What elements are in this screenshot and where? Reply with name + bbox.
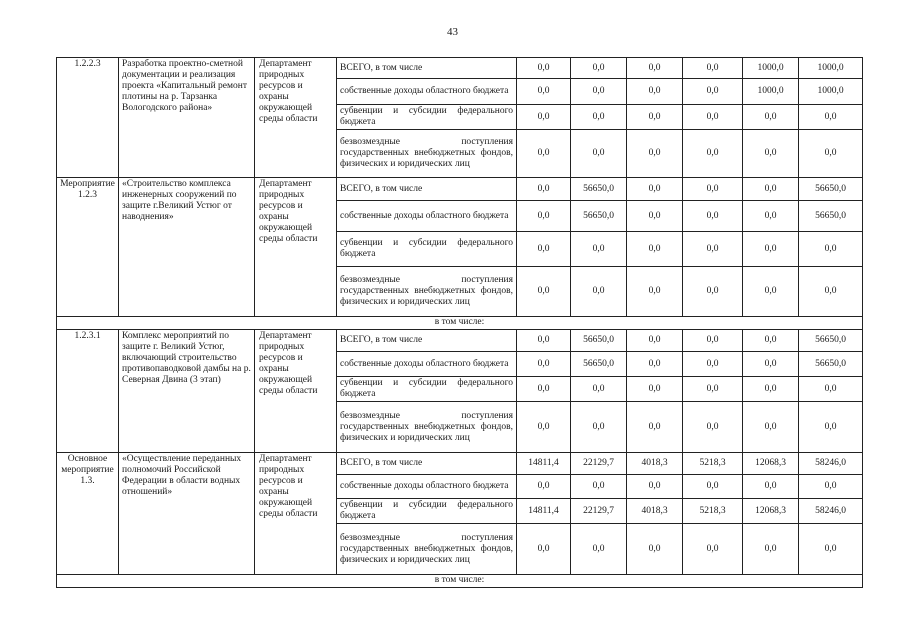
- value-cell: 0,0: [517, 178, 571, 201]
- value-cell: 0,0: [743, 352, 799, 377]
- measure-code: Основное мероприятие 1.3.: [57, 453, 119, 575]
- value-cell: 0,0: [683, 201, 743, 232]
- funding-source: субвенции и субсидии федерального бюджета: [337, 232, 517, 267]
- value-cell: 0,0: [683, 475, 743, 499]
- value-cell: 0,0: [683, 377, 743, 402]
- subheader-row: [57, 575, 863, 588]
- funding-source: безвозмездные поступления государственных внебюджетных фондов, физических и юридических лиц: [337, 524, 517, 575]
- value-cell: 0,0: [627, 130, 683, 178]
- value-cell: 4018,3: [627, 499, 683, 524]
- value-cell: 0,0: [799, 475, 863, 499]
- value-cell: 0,0: [627, 352, 683, 377]
- value-cell: 0,0: [683, 58, 743, 79]
- value-cell: 0,0: [683, 130, 743, 178]
- value-cell: 0,0: [571, 79, 627, 105]
- value-cell: 0,0: [627, 201, 683, 232]
- value-cell: 22129,7: [571, 453, 627, 475]
- funding-source: ВСЕГО, в том числе: [337, 178, 517, 201]
- value-cell: 0,0: [683, 232, 743, 267]
- table-row: [57, 58, 863, 79]
- value-cell: 58246,0: [799, 453, 863, 475]
- value-cell: 0,0: [627, 377, 683, 402]
- value-cell: 14811,4: [517, 499, 571, 524]
- value-cell: 0,0: [517, 330, 571, 352]
- value-cell: 0,0: [743, 130, 799, 178]
- funding-source: субвенции и субсидии федерального бюджета: [337, 499, 517, 524]
- value-cell: 0,0: [517, 267, 571, 317]
- value-cell: 0,0: [627, 524, 683, 575]
- value-cell: 56650,0: [799, 201, 863, 232]
- value-cell: 0,0: [517, 79, 571, 105]
- value-cell: 0,0: [517, 232, 571, 267]
- funding-source: ВСЕГО, в том числе: [337, 453, 517, 475]
- budget-table: [56, 57, 863, 588]
- value-cell: 0,0: [683, 79, 743, 105]
- value-cell: 0,0: [517, 475, 571, 499]
- table-row: [57, 453, 863, 475]
- value-cell: 0,0: [743, 105, 799, 130]
- value-cell: 0,0: [627, 267, 683, 317]
- value-cell: 0,0: [627, 58, 683, 79]
- value-cell: 56650,0: [571, 178, 627, 201]
- funding-source: собственные доходы областного бюджета: [337, 201, 517, 232]
- value-cell: 0,0: [683, 352, 743, 377]
- value-cell: 1000,0: [743, 58, 799, 79]
- value-cell: 0,0: [743, 377, 799, 402]
- value-cell: 0,0: [517, 377, 571, 402]
- value-cell: 1000,0: [743, 79, 799, 105]
- measure-name: «Осуществление переданных полномочий Российской Федерации в области водных отношений»: [119, 453, 255, 575]
- responsible-department: Департамент природных ресурсов и охраны окружающей среды области: [255, 178, 337, 317]
- value-cell: 0,0: [743, 402, 799, 453]
- value-cell: 56650,0: [571, 201, 627, 232]
- funding-source: субвенции и субсидии федерального бюджета: [337, 105, 517, 130]
- value-cell: 1000,0: [799, 58, 863, 79]
- value-cell: 0,0: [683, 402, 743, 453]
- in-that-number-label: в том числе:: [57, 317, 863, 330]
- value-cell: 0,0: [517, 402, 571, 453]
- value-cell: 12068,3: [743, 499, 799, 524]
- value-cell: 0,0: [571, 267, 627, 317]
- funding-source: собственные доходы областного бюджета: [337, 475, 517, 499]
- value-cell: 0,0: [683, 524, 743, 575]
- value-cell: 58246,0: [799, 499, 863, 524]
- value-cell: 56650,0: [799, 178, 863, 201]
- value-cell: 12068,3: [743, 453, 799, 475]
- value-cell: 0,0: [743, 330, 799, 352]
- subheader-row: [57, 317, 863, 330]
- value-cell: 56650,0: [799, 330, 863, 352]
- funding-source: субвенции и субсидии федерального бюджета: [337, 377, 517, 402]
- value-cell: 0,0: [799, 524, 863, 575]
- value-cell: 0,0: [571, 377, 627, 402]
- value-cell: 0,0: [799, 130, 863, 178]
- value-cell: 4018,3: [627, 453, 683, 475]
- responsible-department: Департамент природных ресурсов и охраны окружающей среды области: [255, 453, 337, 575]
- page-number: 43: [447, 26, 458, 38]
- in-that-number-label: в том числе:: [57, 575, 863, 588]
- value-cell: 0,0: [517, 524, 571, 575]
- funding-source: собственные доходы областного бюджета: [337, 79, 517, 105]
- value-cell: 0,0: [571, 130, 627, 178]
- funding-source: ВСЕГО, в том числе: [337, 330, 517, 352]
- measure-name: Разработка проектно-сметной документации и реализация проекта «Капитальный ремонт плотины на р. Тарзанка Вологодского района»: [119, 58, 255, 178]
- value-cell: 0,0: [517, 352, 571, 377]
- funding-source: безвозмездные поступления государственных внебюджетных фондов, физических и юридических лиц: [337, 130, 517, 178]
- value-cell: 0,0: [683, 105, 743, 130]
- value-cell: 0,0: [683, 267, 743, 317]
- value-cell: 0,0: [627, 330, 683, 352]
- table-row: [57, 178, 863, 201]
- value-cell: 56650,0: [571, 352, 627, 377]
- value-cell: 0,0: [571, 524, 627, 575]
- value-cell: 0,0: [627, 178, 683, 201]
- funding-source: безвозмездные поступления государственных внебюджетных фондов, физических и юридических лиц: [337, 402, 517, 453]
- value-cell: 0,0: [743, 232, 799, 267]
- value-cell: 0,0: [743, 201, 799, 232]
- funding-source: ВСЕГО, в том числе: [337, 58, 517, 79]
- measure-code: 1.2.2.3: [57, 58, 119, 178]
- value-cell: 56650,0: [571, 330, 627, 352]
- value-cell: 0,0: [517, 130, 571, 178]
- value-cell: 14811,4: [517, 453, 571, 475]
- value-cell: 0,0: [743, 178, 799, 201]
- value-cell: 0,0: [571, 105, 627, 130]
- table-row: [57, 330, 863, 352]
- value-cell: 0,0: [627, 402, 683, 453]
- value-cell: 0,0: [743, 524, 799, 575]
- value-cell: 0,0: [799, 267, 863, 317]
- value-cell: 0,0: [517, 58, 571, 79]
- value-cell: 0,0: [571, 475, 627, 499]
- value-cell: 0,0: [627, 105, 683, 130]
- measure-code: Мероприятие 1.2.3: [57, 178, 119, 317]
- value-cell: 0,0: [627, 475, 683, 499]
- value-cell: 0,0: [799, 232, 863, 267]
- value-cell: 1000,0: [799, 79, 863, 105]
- responsible-department: Департамент природных ресурсов и охраны окружающей среды области: [255, 330, 337, 453]
- value-cell: 0,0: [683, 178, 743, 201]
- responsible-department: Департамент природных ресурсов и охраны окружающей среды области: [255, 58, 337, 178]
- value-cell: 5218,3: [683, 499, 743, 524]
- value-cell: 0,0: [517, 105, 571, 130]
- value-cell: 0,0: [743, 475, 799, 499]
- value-cell: 0,0: [799, 105, 863, 130]
- value-cell: 0,0: [517, 201, 571, 232]
- funding-source: безвозмездные поступления государственных внебюджетных фондов, физических и юридических лиц: [337, 267, 517, 317]
- value-cell: 0,0: [571, 58, 627, 79]
- measure-name: Комплекс мероприятий по защите г. Великий Устюг, включающий строительство противопаводковой дамбы на р. Северная Двина (3 этап): [119, 330, 255, 453]
- value-cell: 0,0: [799, 377, 863, 402]
- value-cell: 0,0: [743, 267, 799, 317]
- measure-code: 1.2.3.1: [57, 330, 119, 453]
- value-cell: 0,0: [683, 330, 743, 352]
- value-cell: 0,0: [571, 232, 627, 267]
- value-cell: 0,0: [571, 402, 627, 453]
- measure-name: «Строительство комплекса инженерных сооружений по защите г.Великий Устюг от наводнения»: [119, 178, 255, 317]
- value-cell: 56650,0: [799, 352, 863, 377]
- value-cell: 22129,7: [571, 499, 627, 524]
- value-cell: 0,0: [627, 79, 683, 105]
- value-cell: 0,0: [627, 232, 683, 267]
- value-cell: 0,0: [799, 402, 863, 453]
- value-cell: 5218,3: [683, 453, 743, 475]
- funding-source: собственные доходы областного бюджета: [337, 352, 517, 377]
